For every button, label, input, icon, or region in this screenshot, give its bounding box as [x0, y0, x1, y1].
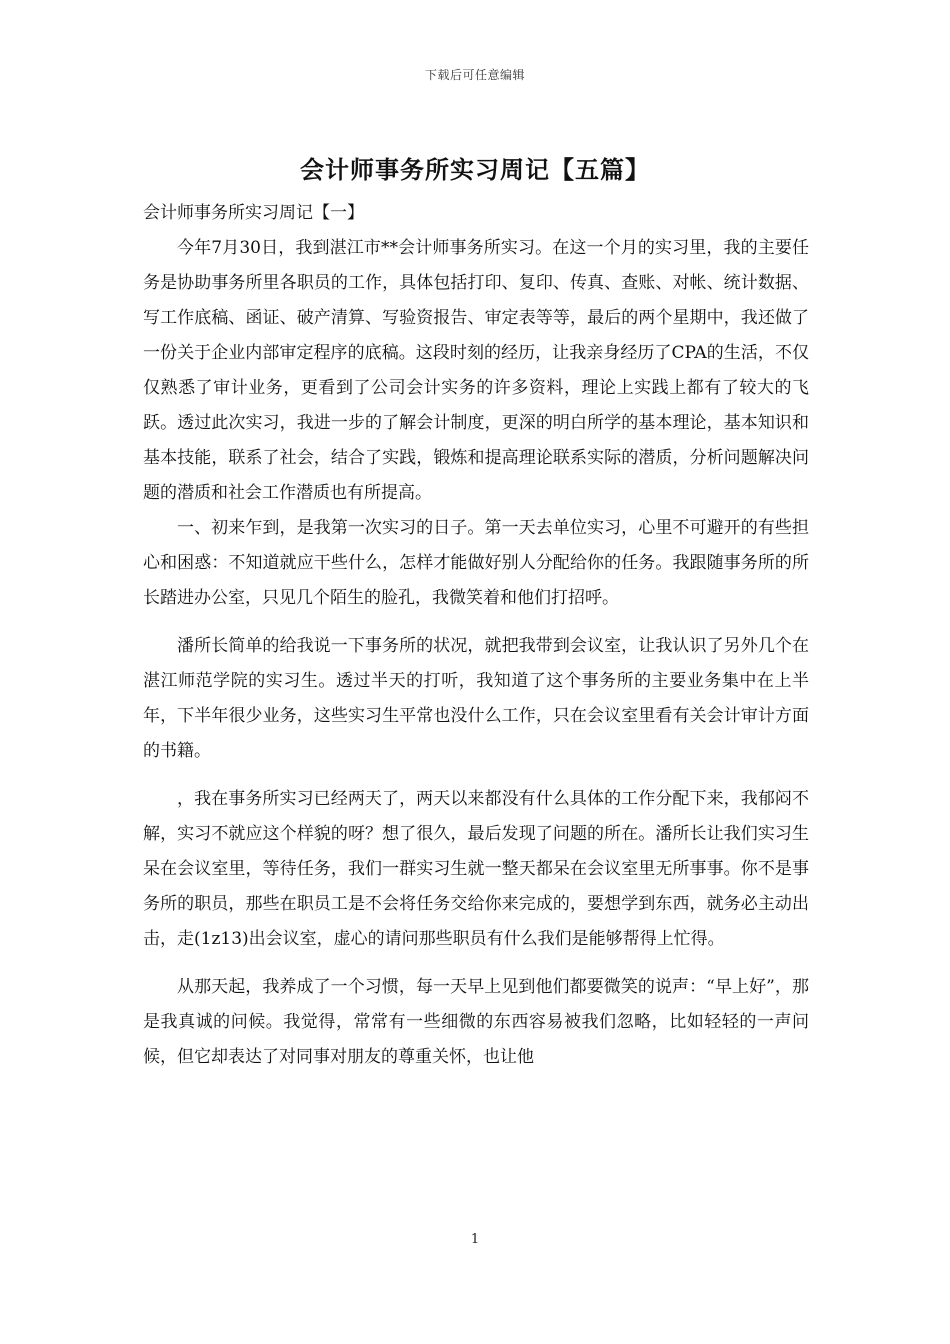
document-body — [143, 196, 809, 1075]
page-number: 1 — [470, 1232, 480, 1247]
document-title: 会计师事务所实习周记【五篇】 — [300, 155, 650, 184]
header-note: 下载后可任意编辑 — [424, 68, 525, 82]
paragraph-5: 从那天起，我养成了一个习惯，每一天早上见到他们都要微笑的说声：“早上好”，那是我真诚的问候。我觉得，常常有一些细微的东西容易被我们忽略，比如轻轻的一声问候，但它却表达了对同事对朋友的尊重关怀，也让他 — [143, 977, 809, 1067]
paragraph-4: ，我在事务所实习已经两天了，两天以来都没有什么具体的工作分配下来，我郁闷不解，实习不就应这个样貌的呀？想了很久，最后发现了问题的所在。潘所长让我们实习生呆在会议室里，等待任务，我们一群实习生就一整天都呆在会议室里无所事事。你不是事务所的职员，那些在职员工是不会将任务交给你来完成的，要想学到东西，就务必主动出击，走(1z13)出会议室，虚心的请问那些职员有什么我们是能够帮得上忙得。 — [143, 789, 809, 949]
paragraph-1: 今年7月30日，我到湛江市**会计师事务所实习。在这一个月的实习里，我的主要任务是协助事务所里各职员的工作，具体包括打印、复印、传真、查账、对帐、统计数据、写工作底稿、函证、破产清算、写验资报告、审定表等等，最后的两个星期中，我还做了一份关于企业内部审定程序的底稿。这段时刻的经历，让我亲身经历了CPA的生活，不仅仅熟悉了审计业务，更看到了公司会计实务的许多资料，理论上实践上都有了较大的飞跃。透过此次实习，我进一步的了解会计制度，更深的明白所学的基本理论，基本知识和基本技能，联系了社会，结合了实践，锻炼和提高理论联系实际的潜质，分析问题解决问题的潜质和社会工作潜质也有所提高。 — [143, 238, 809, 503]
section-title: 会计师事务所实习周记【一】 — [143, 203, 364, 223]
paragraph-2: 一、初来乍到，是我第一次实习的日子。第一天去单位实习，心里不可避开的有些担心和困惑：不知道就应干些什么，怎样才能做好别人分配给你的任务。我跟随事务所的所长踏进办公室，只见几个陌生的脸孔，我微笑着和他们打招呼。 — [143, 518, 809, 608]
paragraph-3: 潘所长简单的给我说一下事务所的状况，就把我带到会议室，让我认识了另外几个在湛江师范学院的实习生。透过半天的打听，我知道了这个事务所的主要业务集中在上半年，下半年很少业务，这些实习生平常也没什么工作，只在会议室里看有关会计审计方面的书籍。 — [143, 636, 809, 761]
